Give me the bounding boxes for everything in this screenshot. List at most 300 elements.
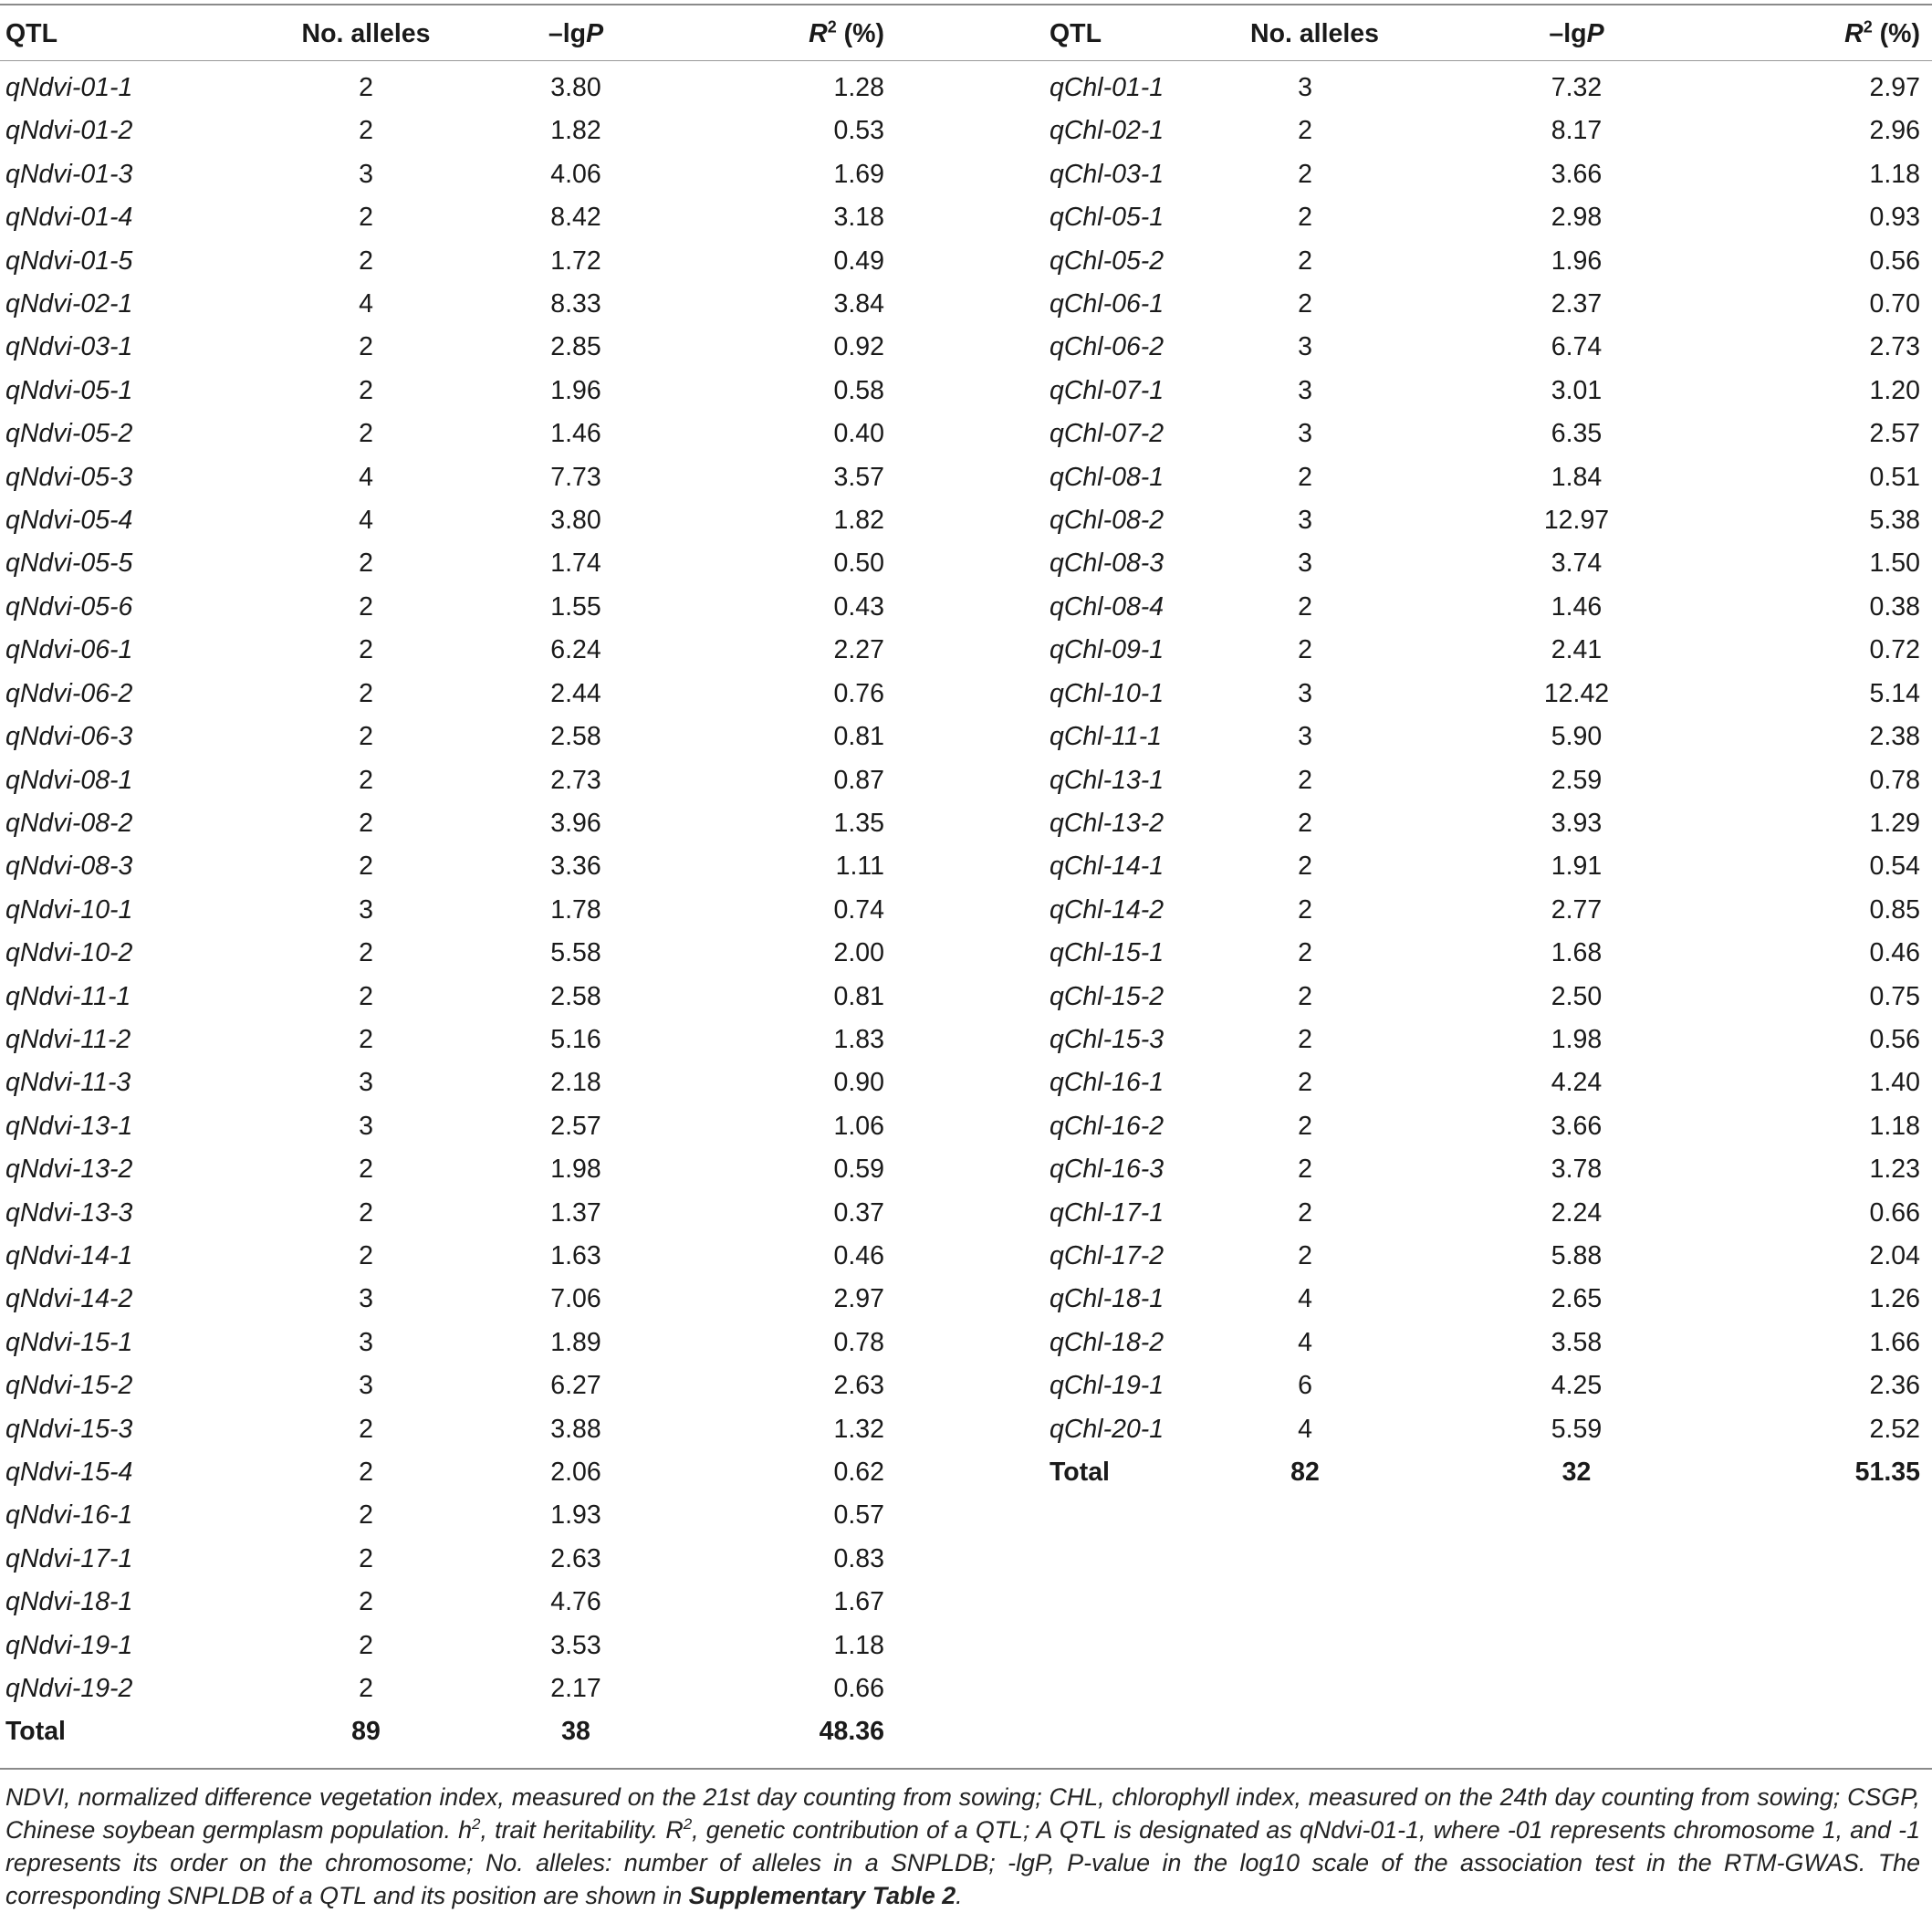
lgp-cell: 2.41 <box>1551 635 1603 665</box>
r2-cell: 1.69 <box>833 159 884 189</box>
r2-cell: 2.38 <box>1869 722 1920 752</box>
r2-cell: 0.51 <box>1869 462 1920 492</box>
qtl-cell: qNdvi-13-3 <box>5 1197 133 1228</box>
qtl-cell: qChl-11-1 <box>1050 722 1163 752</box>
qtl-cell: qNdvi-05-4 <box>5 506 133 536</box>
r2-cell: 2.96 <box>1869 116 1920 146</box>
r2-cell: 0.90 <box>833 1068 884 1098</box>
alleles-cell: 2 <box>1298 1240 1312 1270</box>
r2-cell: 0.49 <box>833 246 884 276</box>
alleles-cell: 2 <box>359 852 373 882</box>
r2-cell: 1.67 <box>833 1587 884 1617</box>
alleles-cell: 4 <box>359 289 373 319</box>
lgp-cell: 1.78 <box>550 894 601 925</box>
table-row <box>5 1494 884 1537</box>
alleles-cell: 2 <box>359 1024 373 1054</box>
lgp-cell: 1.91 <box>1551 852 1603 882</box>
alleles-cell: 4 <box>359 506 373 536</box>
table-row <box>1050 802 1920 845</box>
lgp-cell: 1.55 <box>550 591 601 622</box>
qtl-cell: qChl-13-2 <box>1050 808 1164 838</box>
alleles-cell: 2 <box>359 1197 373 1228</box>
lgp-cell: 7.73 <box>550 462 601 492</box>
table-row <box>5 196 884 239</box>
lgp-cell: 3.01 <box>1551 375 1603 405</box>
alleles-cell: 2 <box>359 1414 373 1444</box>
header-row <box>1050 7 1920 60</box>
qtl-cell: qChl-20-1 <box>1050 1414 1164 1444</box>
r2-cell: 2.97 <box>1869 73 1920 102</box>
qtl-cell: qNdvi-01-2 <box>5 116 133 146</box>
r2-cell: 0.54 <box>1869 852 1920 882</box>
lgp-cell: 12.42 <box>1543 678 1610 708</box>
qtl-cell: qChl-16-1 <box>1050 1068 1164 1098</box>
table-row <box>1050 456 1920 499</box>
qtl-cell: qNdvi-08-2 <box>5 808 133 838</box>
lgp-cell: 6.24 <box>550 635 601 665</box>
qtl-cell: qNdvi-05-2 <box>5 419 133 449</box>
qtl-cell: qChl-16-2 <box>1050 1111 1164 1141</box>
alleles-cell: 2 <box>1298 289 1312 319</box>
lgp-cell: 2.18 <box>550 1068 601 1098</box>
qtl-cell: qNdvi-14-1 <box>5 1240 133 1270</box>
qtl-cell: qNdvi-01-1 <box>5 73 133 102</box>
qtl-cell: qNdvi-19-1 <box>5 1630 133 1660</box>
table-row <box>1050 1364 1920 1407</box>
header-r2: $R^2$ (%) <box>1844 17 1920 48</box>
total-r2: 51.35 <box>1854 1458 1920 1487</box>
table-row <box>5 1148 884 1191</box>
alleles-cell: 2 <box>359 549 373 579</box>
lgp-cell: 8.17 <box>1551 116 1603 146</box>
r2-cell: 1.50 <box>1869 549 1920 579</box>
qtl-cell: qNdvi-05-6 <box>5 591 133 622</box>
qtl-cell: qChl-08-4 <box>1050 591 1164 622</box>
table-row <box>5 1105 884 1148</box>
lgp-cell: 8.42 <box>550 203 601 233</box>
alleles-cell: 2 <box>359 765 373 795</box>
qtl-cell: qChl-05-2 <box>1050 246 1164 276</box>
alleles-cell: 2 <box>359 981 373 1011</box>
table-row <box>1050 759 1920 802</box>
total-r2: 48.36 <box>819 1717 884 1747</box>
table-row <box>1050 673 1920 716</box>
r2-cell: 2.52 <box>1869 1414 1920 1444</box>
r2-cell: 0.53 <box>833 116 884 146</box>
table-row <box>1050 1408 1920 1451</box>
table-row <box>1050 1192 1920 1235</box>
header-alleles: No. alleles <box>1250 19 1379 48</box>
table-row <box>1050 1278 1920 1321</box>
r2-cell: 1.82 <box>833 506 884 536</box>
alleles-cell: 3 <box>1298 332 1312 362</box>
table-row <box>5 716 884 758</box>
lgp-cell: 1.46 <box>1551 591 1603 622</box>
alleles-cell: 2 <box>359 419 373 449</box>
lgp-cell: 3.53 <box>550 1630 601 1660</box>
qtl-cell: qChl-05-1 <box>1050 203 1164 233</box>
lgp-cell: 5.90 <box>1551 722 1603 752</box>
qtl-cell: qNdvi-06-3 <box>5 722 133 752</box>
header-qtl: QTL <box>5 19 57 48</box>
table-row <box>1050 889 1920 932</box>
alleles-cell: 3 <box>1298 375 1312 405</box>
table-row <box>1050 1235 1920 1278</box>
lgp-cell: 3.80 <box>550 506 601 536</box>
table-row <box>5 1451 884 1494</box>
alleles-cell: 2 <box>359 591 373 622</box>
table-row <box>5 240 884 283</box>
table-row <box>1050 196 1920 239</box>
table-row <box>5 1667 884 1710</box>
qtl-cell: qChl-01-1 <box>1050 73 1164 102</box>
chl-qtl-table <box>1050 7 1920 1494</box>
table-row <box>5 1625 884 1667</box>
qtl-cell: qNdvi-13-2 <box>5 1155 133 1185</box>
lgp-cell: 2.58 <box>550 722 601 752</box>
qtl-cell: qChl-15-2 <box>1050 981 1164 1011</box>
alleles-cell: 2 <box>1298 1155 1312 1185</box>
table-row <box>5 456 884 499</box>
lgp-cell: 4.25 <box>1551 1371 1603 1401</box>
alleles-cell: 2 <box>359 808 373 838</box>
total-lgp: 32 <box>1561 1458 1592 1487</box>
lgp-cell: 2.73 <box>550 765 601 795</box>
total-lgp: 38 <box>561 1717 590 1747</box>
header-r2: $R^2$ (%) <box>809 17 884 48</box>
lgp-cell: 2.77 <box>1551 894 1603 925</box>
r2-cell: 0.46 <box>833 1240 884 1270</box>
lgp-cell: 2.65 <box>1551 1284 1603 1314</box>
table-row <box>5 1061 884 1104</box>
lgp-cell: 6.74 <box>1551 332 1603 362</box>
supplementary-table-reference: Supplementary Table 2 <box>688 1882 956 1909</box>
qtl-cell: qNdvi-06-1 <box>5 635 133 665</box>
r2-cell: 2.97 <box>833 1284 884 1314</box>
r2-cell: 0.87 <box>833 765 884 795</box>
qtl-cell: qNdvi-08-3 <box>5 852 133 882</box>
table-row <box>5 283 884 326</box>
table-row <box>1050 1148 1920 1191</box>
lgp-cell: 5.59 <box>1551 1414 1603 1444</box>
alleles-cell: 3 <box>1298 678 1312 708</box>
lgp-cell: 6.35 <box>1551 419 1603 449</box>
r2-cell: 1.23 <box>1869 1155 1920 1185</box>
r2-cell: 0.56 <box>1869 246 1920 276</box>
lgp-cell: 1.84 <box>1551 462 1603 492</box>
alleles-cell: 2 <box>1298 808 1312 838</box>
qtl-cell: qNdvi-17-1 <box>5 1543 133 1573</box>
table-row <box>5 845 884 888</box>
r2-cell: 0.40 <box>833 419 884 449</box>
qtl-cell: qNdvi-16-1 <box>5 1500 133 1531</box>
r2-cell: 0.92 <box>833 332 884 362</box>
r2-cell: 0.62 <box>833 1458 884 1487</box>
alleles-cell: 3 <box>1298 506 1312 536</box>
alleles-cell: 3 <box>1298 419 1312 449</box>
qtl-cell: qNdvi-02-1 <box>5 289 133 319</box>
lgp-cell: 5.88 <box>1551 1240 1603 1270</box>
r2-cell: 1.29 <box>1869 808 1920 838</box>
table-row <box>5 932 884 975</box>
lgp-cell: 1.82 <box>550 116 601 146</box>
table-row <box>5 629 884 672</box>
lgp-cell: 2.24 <box>1551 1197 1603 1228</box>
table-row <box>1050 1105 1920 1148</box>
r2-cell: 5.38 <box>1869 506 1920 536</box>
alleles-cell: 2 <box>1298 462 1312 492</box>
lgp-cell: 2.85 <box>550 332 601 362</box>
table-row <box>5 499 884 542</box>
r2-cell: 3.84 <box>833 289 884 319</box>
qtl-cell: qNdvi-15-4 <box>5 1458 133 1487</box>
alleles-cell: 2 <box>1298 938 1312 968</box>
table-row <box>1050 110 1920 152</box>
qtl-cell: qNdvi-05-5 <box>5 549 133 579</box>
qtl-cell: qNdvi-08-1 <box>5 765 133 795</box>
lgp-cell: 12.97 <box>1543 506 1610 536</box>
alleles-cell: 3 <box>1298 722 1312 752</box>
lgp-cell: 1.63 <box>550 1240 601 1270</box>
r2-cell: 1.28 <box>833 73 884 102</box>
qtl-cell: qNdvi-01-5 <box>5 246 133 276</box>
table-row <box>1050 67 1920 110</box>
lgp-cell: 3.74 <box>1551 549 1603 579</box>
lgp-cell: 3.58 <box>1551 1327 1603 1357</box>
lgp-cell: 2.17 <box>550 1674 601 1704</box>
qtl-cell: qChl-17-2 <box>1050 1240 1164 1270</box>
alleles-cell: 3 <box>359 159 373 189</box>
alleles-cell: 2 <box>359 1240 373 1270</box>
table-row <box>1050 499 1920 542</box>
table-row <box>5 67 884 110</box>
alleles-cell: 4 <box>1298 1327 1312 1357</box>
lgp-cell: 1.89 <box>550 1327 601 1357</box>
total-row <box>5 1710 884 1753</box>
alleles-cell: 2 <box>359 73 373 102</box>
r2-cell: 0.38 <box>1869 591 1920 622</box>
r2-cell: 2.36 <box>1869 1371 1920 1401</box>
table-row <box>5 673 884 716</box>
qtl-cell: qNdvi-11-2 <box>5 1024 131 1054</box>
r2-cell: 0.93 <box>1869 203 1920 233</box>
lgp-cell: 1.68 <box>1551 938 1603 968</box>
bottom-rule <box>0 1768 1932 1770</box>
qtl-cell: qNdvi-03-1 <box>5 332 133 362</box>
alleles-cell: 2 <box>1298 1068 1312 1098</box>
alleles-cell: 2 <box>1298 894 1312 925</box>
header-row <box>5 7 884 60</box>
alleles-cell: 2 <box>1298 981 1312 1011</box>
r2-cell: 1.20 <box>1869 375 1920 405</box>
table-row <box>5 1322 884 1364</box>
qtl-cell: qNdvi-15-3 <box>5 1414 133 1444</box>
table-row <box>1050 716 1920 758</box>
table-row <box>5 976 884 1019</box>
lgp-cell: 1.93 <box>550 1500 601 1531</box>
table-row <box>1050 1061 1920 1104</box>
lgp-cell: 2.06 <box>550 1458 601 1487</box>
qtl-cell: qChl-08-1 <box>1050 462 1164 492</box>
r2-cell: 0.85 <box>1869 894 1920 925</box>
lgp-cell: 3.66 <box>1551 159 1603 189</box>
qtl-cell: qNdvi-01-4 <box>5 203 133 233</box>
alleles-cell: 2 <box>1298 591 1312 622</box>
alleles-cell: 2 <box>1298 1111 1312 1141</box>
alleles-cell: 3 <box>359 1111 373 1141</box>
table-row <box>1050 542 1920 585</box>
qtl-cell: qChl-08-3 <box>1050 549 1164 579</box>
r2-cell: 1.66 <box>1869 1327 1920 1357</box>
alleles-cell: 3 <box>359 894 373 925</box>
qtl-cell: qChl-15-3 <box>1050 1024 1164 1054</box>
r2-cell: 1.26 <box>1869 1284 1920 1314</box>
qtl-cell: qNdvi-05-3 <box>5 462 133 492</box>
table-row <box>1050 845 1920 888</box>
lgp-cell: 6.27 <box>550 1371 601 1401</box>
alleles-cell: 2 <box>1298 203 1312 233</box>
qtl-cell: qChl-09-1 <box>1050 635 1164 665</box>
r2-cell: 0.70 <box>1869 289 1920 319</box>
table-row <box>5 759 884 802</box>
total-label: Total <box>1050 1458 1110 1487</box>
table-row <box>5 586 884 629</box>
r2-cell: 2.27 <box>833 635 884 665</box>
table-row <box>1050 1019 1920 1061</box>
ndvi-table-body <box>5 67 884 1754</box>
alleles-cell: 4 <box>1298 1284 1312 1314</box>
lgp-cell: 5.58 <box>550 938 601 968</box>
lgp-cell: 1.96 <box>550 375 601 405</box>
qtl-cell: qChl-17-1 <box>1050 1197 1164 1228</box>
lgp-cell: 2.58 <box>550 981 601 1011</box>
qtl-cell: qNdvi-10-1 <box>5 894 133 925</box>
r2-cell: 1.35 <box>833 808 884 838</box>
r2-cell: 2.04 <box>1869 1240 1920 1270</box>
r2-cell: 0.66 <box>1869 1197 1920 1228</box>
alleles-cell: 2 <box>359 1155 373 1185</box>
table-row <box>5 110 884 152</box>
total-alleles: 89 <box>351 1717 381 1747</box>
r2-cell: 2.00 <box>833 938 884 968</box>
lgp-cell: 2.59 <box>1551 765 1603 795</box>
qtl-cell: qChl-13-1 <box>1050 765 1164 795</box>
table-row <box>5 1235 884 1278</box>
qtl-cell: qChl-06-2 <box>1050 332 1164 362</box>
table-row <box>1050 153 1920 196</box>
r2-cell: 0.46 <box>1869 938 1920 968</box>
lgp-cell: 2.57 <box>550 1111 601 1141</box>
r2-cell: 3.57 <box>833 462 884 492</box>
table-row <box>5 1538 884 1581</box>
alleles-cell: 2 <box>359 722 373 752</box>
r2-cell: 0.57 <box>833 1500 884 1531</box>
r2-cell: 0.81 <box>833 981 884 1011</box>
alleles-cell: 3 <box>359 1371 373 1401</box>
qtl-cell: qChl-19-1 <box>1050 1371 1164 1401</box>
alleles-cell: 2 <box>1298 1024 1312 1054</box>
alleles-cell: 2 <box>359 332 373 362</box>
lgp-cell: 3.88 <box>550 1414 601 1444</box>
qtl-cell: qNdvi-11-1 <box>5 981 131 1011</box>
table-row <box>5 542 884 585</box>
qtl-cell: qChl-14-2 <box>1050 894 1164 925</box>
alleles-cell: 2 <box>359 116 373 146</box>
header-lgp: –lgP <box>1549 19 1604 48</box>
table-row <box>1050 586 1920 629</box>
qtl-cell: qNdvi-11-3 <box>5 1068 131 1098</box>
alleles-cell: 2 <box>1298 1197 1312 1228</box>
alleles-cell: 2 <box>1298 246 1312 276</box>
table-row <box>5 370 884 413</box>
alleles-cell: 2 <box>1298 116 1312 146</box>
qtl-cell: qNdvi-01-3 <box>5 159 133 189</box>
total-label: Total <box>5 1717 66 1747</box>
lgp-cell: 2.50 <box>1551 981 1603 1011</box>
r2-cell: 0.66 <box>833 1674 884 1704</box>
lgp-cell: 1.98 <box>1551 1024 1603 1054</box>
alleles-cell: 3 <box>1298 549 1312 579</box>
qtl-cell: qNdvi-10-2 <box>5 938 133 968</box>
table-row <box>1050 283 1920 326</box>
r2-cell: 1.83 <box>833 1024 884 1054</box>
table-row <box>1050 1322 1920 1364</box>
lgp-cell: 3.36 <box>550 852 601 882</box>
table-row <box>1050 629 1920 672</box>
lgp-cell: 7.32 <box>1551 73 1603 102</box>
lgp-cell: 3.93 <box>1551 808 1603 838</box>
alleles-cell: 4 <box>359 462 373 492</box>
table-row <box>5 889 884 932</box>
table-row <box>1050 413 1920 455</box>
table-row <box>5 1278 884 1321</box>
alleles-cell: 2 <box>1298 852 1312 882</box>
table-row <box>5 1408 884 1451</box>
table-row <box>5 153 884 196</box>
qtl-cell: qNdvi-19-2 <box>5 1674 133 1704</box>
header-qtl: QTL <box>1050 19 1102 48</box>
lgp-cell: 1.72 <box>550 246 601 276</box>
lgp-cell: 2.44 <box>550 678 601 708</box>
r2-cell: 0.78 <box>833 1327 884 1357</box>
r2-cell: 0.37 <box>833 1197 884 1228</box>
alleles-cell: 2 <box>359 938 373 968</box>
qtl-cell: qChl-06-1 <box>1050 289 1164 319</box>
table-row <box>1050 976 1920 1019</box>
alleles-cell: 2 <box>359 1630 373 1660</box>
r2-cell: 1.18 <box>1869 159 1920 189</box>
r2-cell: 1.18 <box>833 1630 884 1660</box>
r2-cell: 0.83 <box>833 1543 884 1573</box>
qtl-cell: qNdvi-14-2 <box>5 1284 133 1314</box>
chl-table-body <box>1050 67 1920 1494</box>
qtl-cell: qNdvi-05-1 <box>5 375 133 405</box>
r2-cell: 0.75 <box>1869 981 1920 1011</box>
r2-cell: 1.11 <box>835 852 884 882</box>
r2-cell: 2.73 <box>1869 332 1920 362</box>
alleles-cell: 3 <box>359 1284 373 1314</box>
r2-cell: 0.58 <box>833 375 884 405</box>
table-row <box>1050 932 1920 975</box>
lgp-cell: 5.16 <box>550 1024 601 1054</box>
r2-cell: 0.59 <box>833 1155 884 1185</box>
lgp-cell: 3.78 <box>1551 1155 1603 1185</box>
r2-cell: 0.50 <box>833 549 884 579</box>
alleles-cell: 2 <box>359 203 373 233</box>
qtl-cell: qChl-14-1 <box>1050 852 1164 882</box>
alleles-cell: 3 <box>359 1327 373 1357</box>
lgp-cell: 3.96 <box>550 808 601 838</box>
